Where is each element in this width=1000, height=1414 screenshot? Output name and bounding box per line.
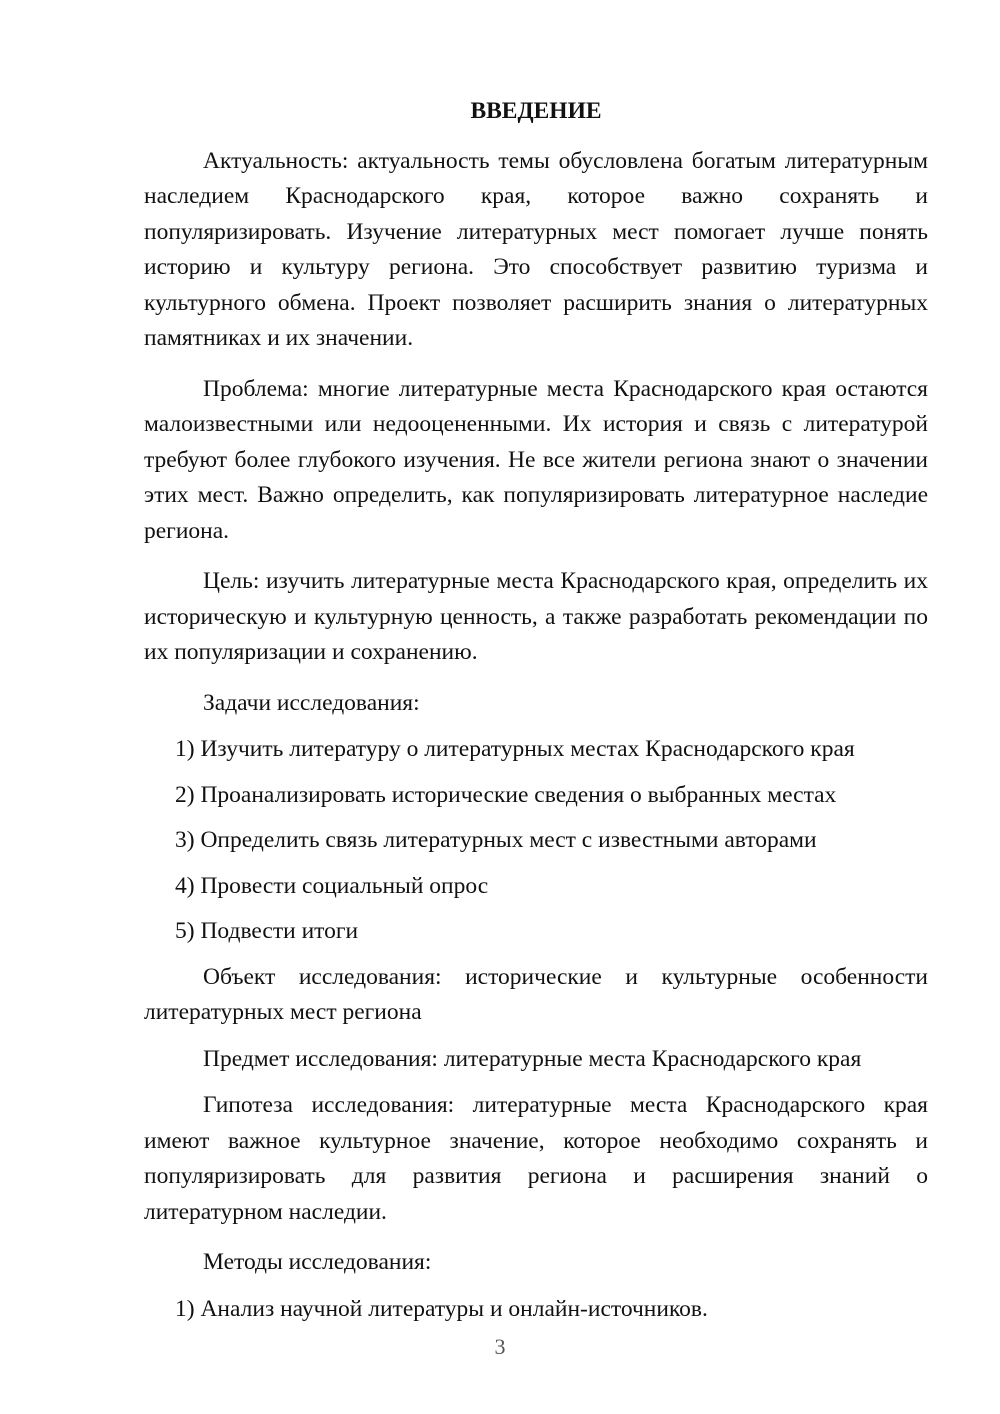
- task-item-3: 3) Определить связь литературных мест с известными авторами: [175, 827, 817, 853]
- relevance-paragraph: Актуальность: актуальность темы обусловлена богатым литературным наследием Краснодарского края, которое важно сохранять и популяризировать. Изучение литературных мест помогает лучше понять историю и культуру региона. Это способствует развитию туризма и культурного обмена. Проект позволяет расширить знания о литературных памятниках и их значении.: [144, 147, 928, 351]
- methods-heading: Методы исследования:: [203, 1249, 432, 1275]
- hypothesis-paragraph: Гипотеза исследования: литературные места Краснодарского края имеют важное культурное значение, которое необходимо сохранять и популяризировать для развития региона и расширения знаний о литературном наследии.: [144, 1092, 928, 1225]
- tasks-heading: Задачи исследования:: [203, 689, 420, 716]
- goal-paragraph: Цель: изучить литературные места Краснодарского края, определить их историческую и культурную ценность, а также разработать рекомендации по их популяризации и сохранению.: [144, 568, 928, 665]
- subject-paragraph: Предмет исследования: литературные места Краснодарского края: [203, 1045, 862, 1072]
- page-number: 3: [494, 1334, 506, 1359]
- page-content: [144, 94, 928, 1337]
- task-item-4: 4) Провести социальный опрос: [175, 872, 489, 899]
- method-item-1: 1) Анализ научной литературы и онлайн-источников.: [175, 1295, 708, 1322]
- object-paragraph: Объект исследования: исторические и культурные особенности литературных мест региона: [144, 963, 928, 1025]
- task-item-2: 2) Проанализировать исторические сведения о выбранных местах: [175, 781, 837, 808]
- problem-paragraph: Проблема: многие литературные места Краснодарского края остаются малоизвестными или недооцененными. Их история и связь с литературой требуют более глубокого изучения. Не все жители региона знают о значении этих мест. Важно определить, как популяризировать литературное наследие региона.: [144, 375, 928, 544]
- task-item-1: 1) Изучить литературу о литературных местах Краснодарского края: [175, 736, 855, 762]
- section-title: ВВЕДЕНИЕ: [470, 98, 602, 124]
- task-item-5: 5) Подвести итоги: [175, 918, 359, 944]
